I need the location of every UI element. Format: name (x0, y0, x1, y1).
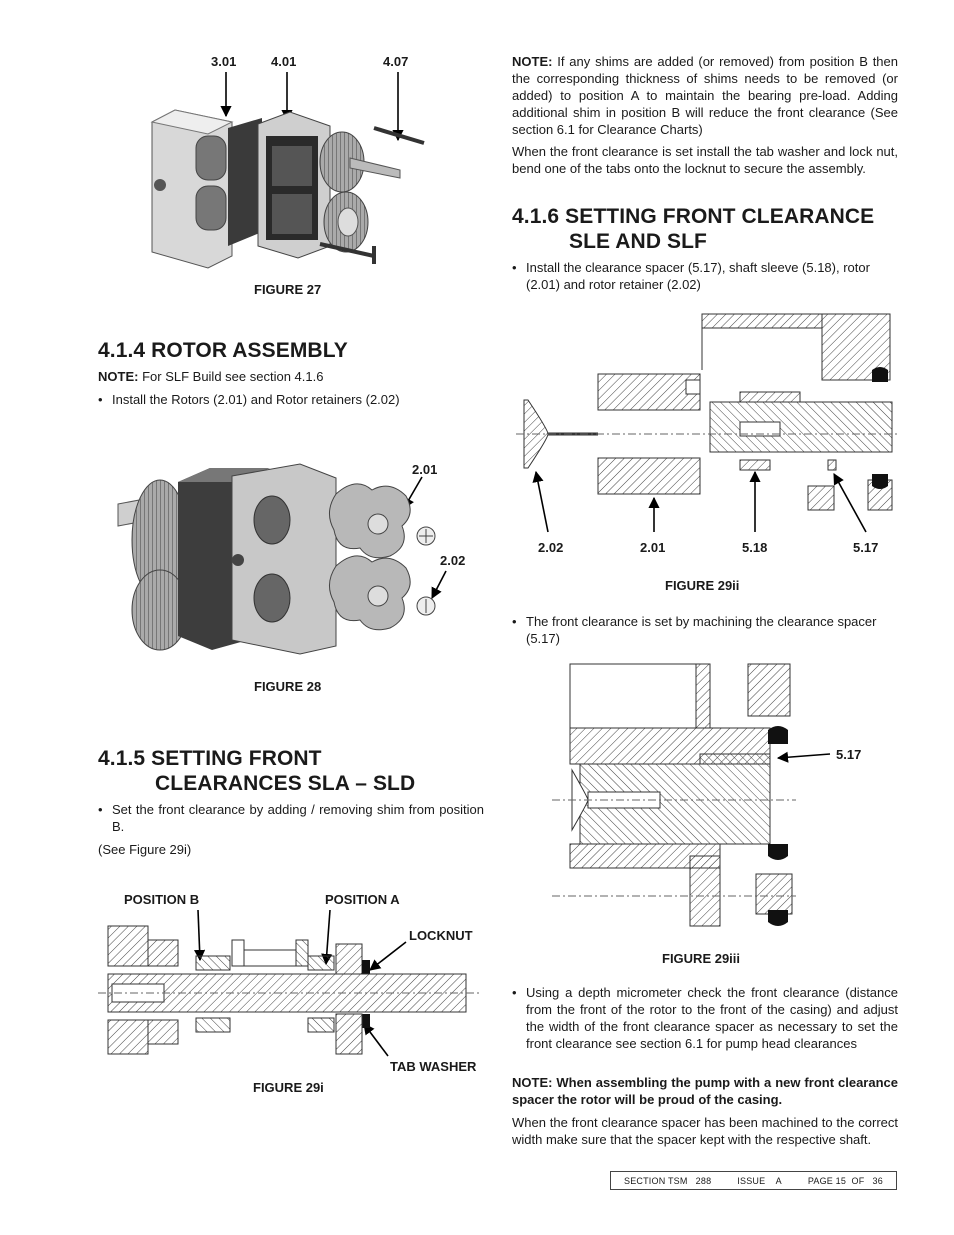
footer-section-number: 288 (695, 1175, 712, 1186)
footer-issue (737, 1176, 782, 1186)
callout-2-01: 2.01 (412, 462, 438, 477)
para-spacer-kept: When the front clearance spacer has been machined to the correct width make sure that the spacer kept with the respective shaft. (512, 1115, 898, 1147)
callout-2-02: 2.02 (538, 540, 564, 555)
note-label: NOTE: (98, 369, 139, 384)
note-text: For SLF Build see section 4.1.6 (142, 369, 324, 384)
footer-issue-label: ISSUE (737, 1175, 766, 1186)
see-figure-29i: (See Figure 29i) (98, 842, 192, 857)
label-position-a: POSITION A (325, 892, 400, 907)
note-label: NOTE: (512, 54, 553, 69)
heading-4-1-6 (512, 204, 874, 254)
figure-29ii-caption: FIGURE 29ii (665, 578, 740, 593)
bullet-text: Install the clearance spacer (5.17), shaft sleeve (5.18), rotor (2.01) and rotor retainer (2.02) (526, 260, 870, 292)
heading-4-1-6-line1: 4.1.6 SETTING FRONT CLEARANCE (512, 205, 875, 228)
para-tab-washer: When the front clearance is set install the tab washer and lock nut, bend one of the tabs onto the locknut to secure the assembly. (512, 144, 898, 176)
label-tab-washer: TAB WASHER (390, 1059, 477, 1074)
figure-29iii-caption: FIGURE 29iii (662, 951, 741, 966)
shaft-section-29iii-illustration (0, 660, 954, 940)
bullet-dot: • (98, 392, 103, 407)
bullet-dot: • (512, 614, 517, 629)
callout-4-01: 4.01 (271, 54, 297, 69)
bullet-dot: • (512, 985, 517, 1000)
bullet-depth-micrometer (512, 984, 898, 1052)
label-locknut: LOCKNUT (409, 928, 473, 943)
page-footer (610, 1171, 897, 1190)
footer-page (808, 1176, 883, 1186)
heading-4-1-4: 4.1.4 ROTOR ASSEMBLY (98, 339, 348, 362)
footer-issue-value: A (775, 1175, 782, 1186)
note-shims (512, 53, 898, 138)
callout-5-17: 5.17 (853, 540, 879, 555)
callout-2-01: 2.01 (640, 540, 666, 555)
heading-4-1-6-line2: SLE AND SLF (569, 230, 707, 253)
figure-28-caption: FIGURE 28 (254, 679, 322, 694)
note-new-spacer: NOTE: When assembling the pump with a new front clearance spacer the rotor will be proud of the casing. (512, 1075, 898, 1107)
footer-section-label: SECTION TSM (624, 1175, 688, 1186)
bullet-text: The front clearance is set by machining the clearance spacer (5.17) (526, 614, 877, 646)
callout-5-18: 5.18 (742, 540, 768, 555)
bullet-text: Install the Rotors (2.01) and Rotor retainers (2.02) (112, 392, 400, 407)
bullet-dot: • (512, 260, 517, 275)
footer-page-label: PAGE 15 (807, 1175, 847, 1186)
figure-29i-caption: FIGURE 29i (253, 1080, 324, 1095)
callout-3-01: 3.01 (211, 54, 237, 69)
bullet-machining-spacer (512, 613, 898, 647)
bullet-dot: • (98, 802, 103, 817)
figure-27-caption: FIGURE 27 (254, 282, 322, 297)
note-text: If any shims are added (or removed) from position B then the corresponding thickness of shims needs to be removed (or added) to position A to maintain the bearing pre-load. Adding additional shim in position B will reduce the front clearance (See section 6.1 for Clearance Charts) (512, 54, 898, 137)
callout-2-02: 2.02 (440, 553, 466, 568)
bullet-text: Using a depth micrometer check the front clearance (distance from the front of the rotor to the front of the casing) and adjust the width of the front clearance spacer as necessary to set the front clearance see section 6.1 for pump head clearances (526, 985, 898, 1051)
bullet-text: Set the front clearance by adding / removing shim from position B. (112, 802, 484, 834)
footer-total: 36 (872, 1175, 883, 1186)
heading-4-1-5-line2: CLEARANCES SLA – SLD (155, 772, 416, 795)
heading-4-1-5-line1: 4.1.5 SETTING FRONT (98, 747, 322, 770)
bullet-install-clearance-spacer (512, 259, 898, 293)
label-position-b: POSITION B (124, 892, 200, 907)
shaft-section-29ii-illustration (0, 310, 954, 540)
footer-section (624, 1176, 711, 1186)
callout-4-07: 4.07 (383, 54, 409, 69)
callout-5-17: 5.17 (836, 747, 862, 762)
footer-of: OF (851, 1175, 865, 1186)
